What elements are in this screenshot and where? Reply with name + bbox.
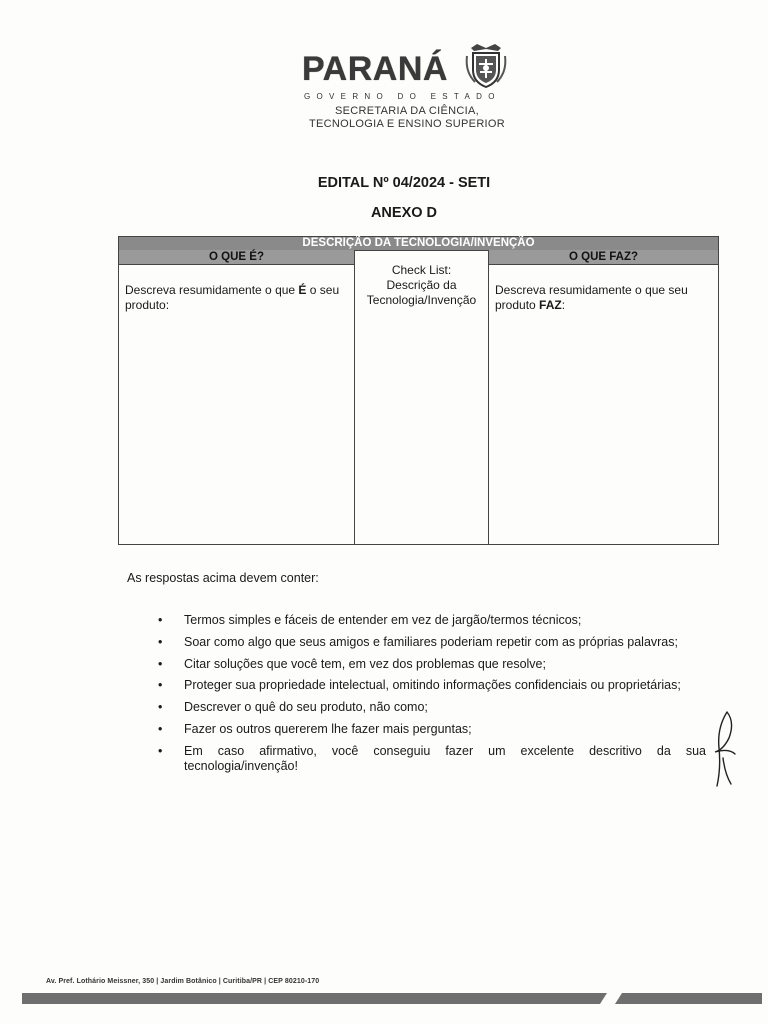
what-is-it-instructions: Descreva resumidamente o que É o seu produto: — [125, 283, 340, 312]
footer-bar — [22, 990, 762, 1004]
checklist-column — [355, 250, 489, 544]
requirements-intro: As respostas acima devem conter: — [127, 571, 319, 585]
table-header: DESCRIÇÃO DA TECNOLOGIA/INVENÇÃO — [119, 237, 718, 251]
what-does-it-do-column — [489, 250, 718, 544]
logo-wordmark: PARANÁ — [302, 50, 448, 88]
logo-subtitle: GOVERNO DO ESTADO — [304, 92, 501, 101]
what-does-it-do-instructions: Descreva resumidamente o que seu produto FAZ: — [495, 283, 688, 312]
description-table — [118, 236, 719, 545]
coat-of-arms-icon — [465, 42, 507, 88]
list-item: • Fazer os outros quererem lhe fazer mais perguntas; — [158, 721, 472, 736]
anexo-title: ANEXO D — [370, 205, 438, 221]
list-item: • Citar soluções que você tem, em vez dos problemas que resolve; — [158, 656, 546, 671]
parana-logo — [302, 40, 512, 135]
requirements-list — [158, 613, 706, 781]
list-item: • Proteger sua propriedade intelectual, omitindo informações confidenciais ou proprietárias; — [158, 678, 681, 693]
list-item: • Descrever o quê do seu produto, não como; — [158, 700, 428, 715]
handwritten-signature — [705, 708, 743, 788]
list-item: • Termos simples e fáceis de entender em vez de jargão/termos técnicos; — [158, 613, 582, 627]
list-item: • Em caso afirmativo, você conseguiu fazer um excelente descritivo da sua tecnologia/invenção! — [158, 743, 706, 773]
edital-title: EDITAL Nº 04/2024 - SETI — [317, 175, 491, 191]
what-is-it-header: O QUE É? — [119, 250, 354, 265]
what-is-it-column — [119, 250, 355, 544]
list-item: • Soar como algo que seus amigos e familiares poderiam repetir com as próprias palavras; — [158, 634, 678, 649]
secretaria-line-2: TECNOLOGIA E ENSINO SUPERIOR — [308, 118, 506, 130]
secretaria-line-1: SECRETARIA DA CIÊNCIA, — [335, 105, 479, 117]
footer-address: Av. Pref. Lothário Meissner, 350 | Jardim Botânico | Curitiba/PR | CEP 80210-170 — [46, 978, 320, 985]
checklist-label: Check List: Descrição da Tecnologia/Invenção — [366, 263, 477, 307]
what-does-it-do-header: O QUE FAZ? — [489, 250, 718, 265]
